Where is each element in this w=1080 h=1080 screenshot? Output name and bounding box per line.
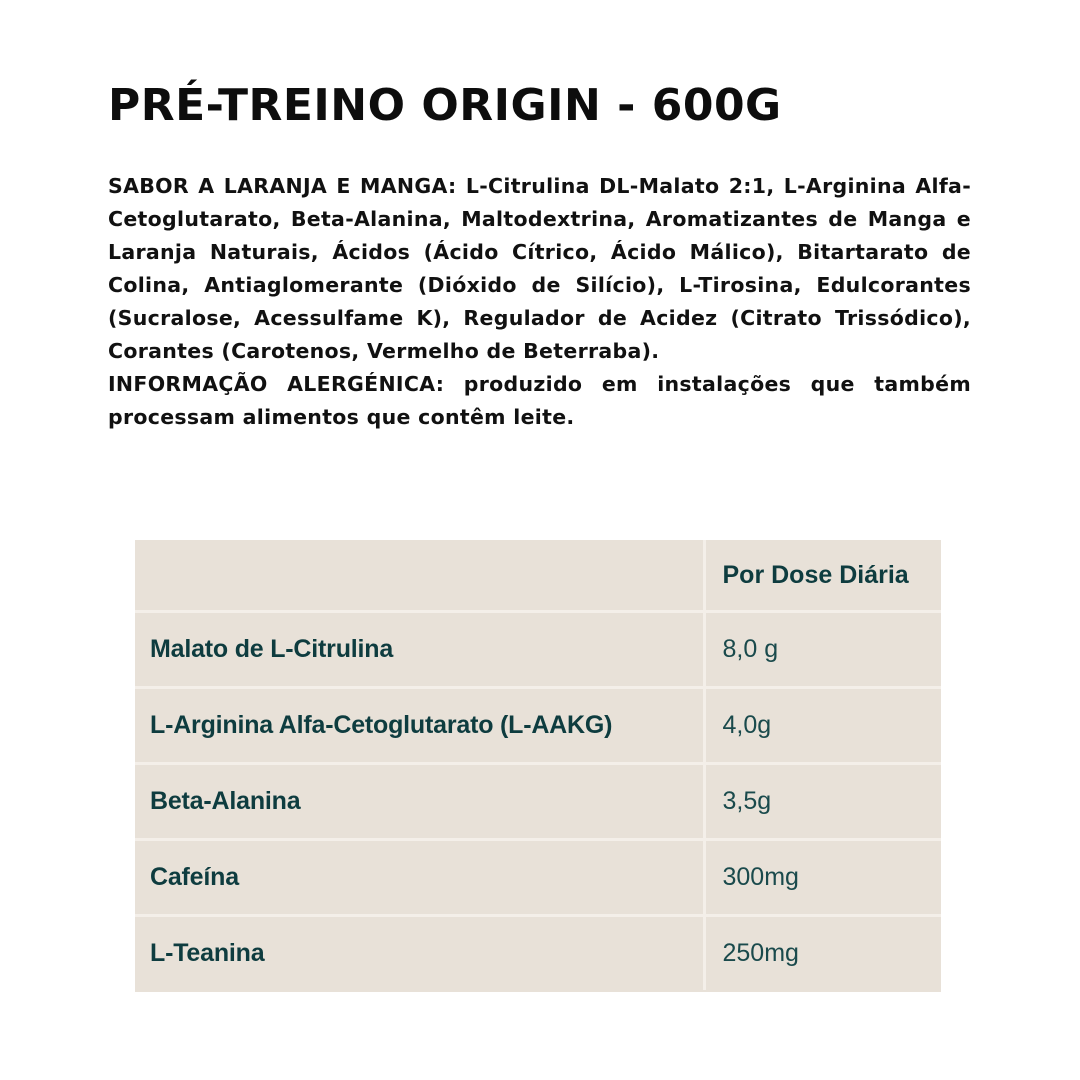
table-row — [135, 612, 941, 688]
table-row — [135, 764, 941, 840]
ingredient-name: Cafeína — [135, 840, 704, 916]
header-per-daily-dose: Por Dose Diária — [704, 540, 941, 612]
table-row — [135, 688, 941, 764]
allergen-info-text: INFORMAÇÃO ALERGÉNICA: produzido em instalações que também processam alimentos que contêm leite. — [108, 372, 971, 429]
ingredient-name: L-Arginina Alfa-Cetoglutarato (L-AAKG) — [135, 688, 704, 764]
nutrition-table-container — [135, 540, 941, 992]
ingredient-amount: 8,0 g — [704, 612, 941, 688]
ingredient-name: Malato de L-Citrulina — [135, 612, 704, 688]
table-row — [135, 916, 941, 991]
ingredient-amount: 300mg — [704, 840, 941, 916]
ingredient-amount: 4,0g — [704, 688, 941, 764]
ingredient-amount: 250mg — [704, 916, 941, 991]
table-header-row — [135, 540, 941, 612]
ingredient-name: Beta-Alanina — [135, 764, 704, 840]
ingredient-amount: 3,5g — [704, 764, 941, 840]
ingredient-name: L-Teanina — [135, 916, 704, 991]
ingredients-text: SABOR A LARANJA E MANGA: L-Citrulina DL-Malato 2:1, L-Arginina Alfa-Cetoglutarato, Beta-Alanina, Maltodextrina, Aromatizantes de Manga e Laranja Naturais, Ácidos (Ácido Cítrico, Ácido Málico), Bitartarato de Colina, Antiaglomerante (Dióxido de Silício), L-Tirosina, Edulcorantes (Sucralose, Acessulfame K), Regulador de Acidez (Citrato Trissódico), Corantes (Carotenos, Vermelho de Beterraba). — [108, 174, 971, 363]
table-row — [135, 840, 941, 916]
product-title: PRÉ-TREINO ORIGIN - 600G — [108, 80, 782, 131]
product-description — [108, 170, 971, 434]
nutrition-table — [135, 540, 941, 990]
header-ingredient-column — [135, 540, 704, 612]
